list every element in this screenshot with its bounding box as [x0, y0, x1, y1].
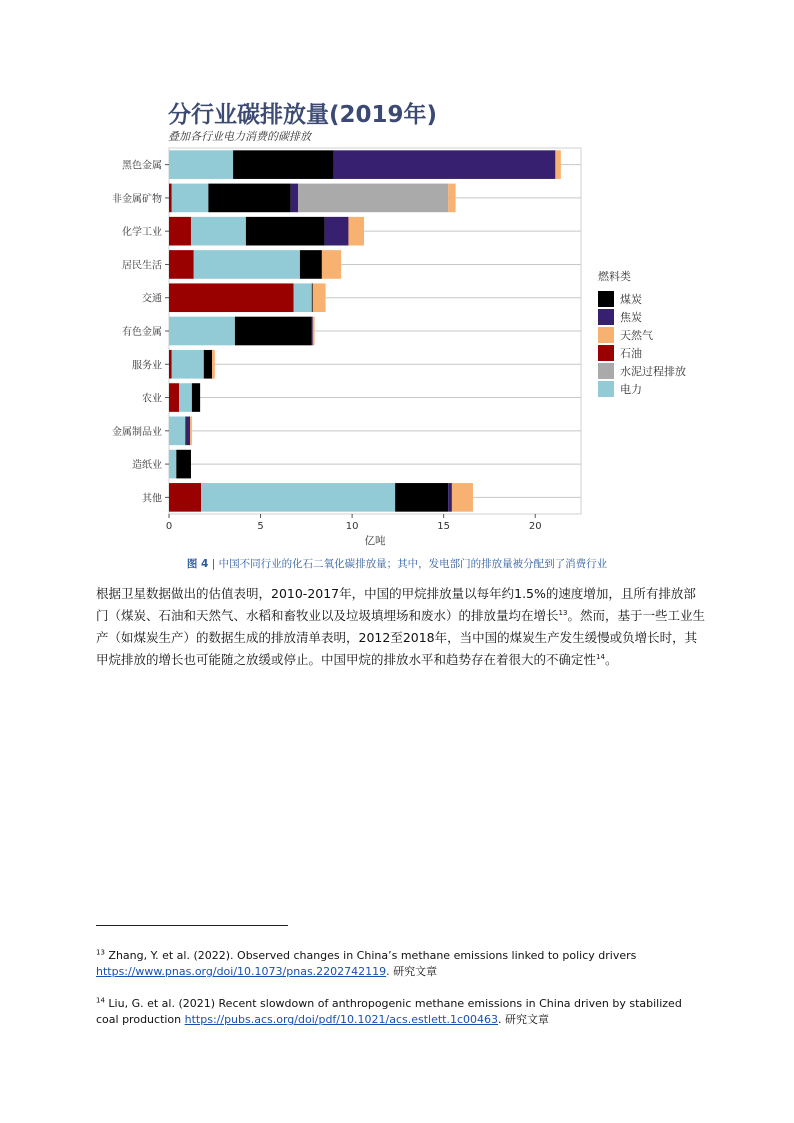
legend-item [598, 290, 686, 308]
footnote-number: 13 [96, 948, 105, 957]
bar-segment-天然气 [190, 417, 192, 446]
bar-segment-煤炭 [204, 350, 212, 379]
figure-caption-text: | 中国不同行业的化石二氧化碳排放量；其中，发电部门的排放量被分配到了消费行业 [208, 558, 608, 570]
footnote-ref-14[interactable]: 14 [596, 652, 605, 661]
y-tick-label: 有色金属 [122, 327, 162, 338]
bar-segment-电力 [179, 383, 192, 412]
bar-segment-天然气 [448, 184, 455, 213]
y-tick-label: 交通 [142, 293, 162, 305]
legend-label: 煤炭 [620, 293, 642, 306]
x-tick-label: 15 [437, 521, 451, 532]
bar-segment-石油 [169, 250, 194, 279]
chart-title: 分行业碳排放量(2019年) [168, 102, 438, 128]
legend-label: 石油 [620, 347, 642, 360]
legend-swatch [598, 327, 614, 343]
chart-legend [598, 268, 686, 398]
x-tick-label: 0 [165, 521, 173, 532]
bar-segment-煤炭 [192, 383, 200, 412]
footnote-13 [96, 948, 696, 980]
footnote-link[interactable]: https://pubs.acs.org/doi/pdf/10.1021/acs.estlett.1c00463 [184, 1013, 499, 1026]
bar-segment-天然气 [313, 317, 315, 346]
bar-segment-石油 [169, 184, 172, 213]
footnote-text: Liu, G. et al. (2021) Recent slowdown of anthropogenic methane emissions in China driven by stabilized coal production [96, 997, 682, 1026]
legend-swatch [598, 381, 614, 397]
footnote-suffix: . 研究文章 [498, 1013, 550, 1026]
x-tick-label: 10 [345, 521, 359, 532]
paragraph-text-1: 根据卫星数据做出的估值表明，2010-2017年，中国的甲烷排放量以每年约1.5%的速度增加，且所有排放部门（煤炭、石油和天然气、水稻和畜牧业以及垃圾填埋场和废水）的排放量均在增长 [96, 586, 696, 623]
bar-segment-天然气 [322, 250, 341, 279]
bar-segment-电力 [201, 483, 395, 512]
footnote-link[interactable]: https://www.pnas.org/doi/10.1073/pnas.2202742119 [96, 965, 387, 978]
y-tick-label: 居民生活 [122, 260, 162, 272]
bar-segment-天然气 [212, 350, 215, 379]
bar-segment-石油 [169, 350, 172, 379]
bar-segment-电力 [169, 450, 176, 479]
bar-segment-天然气 [313, 283, 326, 312]
bar-segment-煤炭 [208, 184, 290, 213]
bar-segment-煤炭 [176, 450, 191, 479]
bar-segment-煤炭 [312, 283, 313, 312]
legend-item [598, 362, 686, 380]
footnote-number: 14 [96, 996, 105, 1005]
bar-segment-焦炭 [448, 483, 452, 512]
figure-caption [0, 556, 794, 571]
bar-segment-煤炭 [246, 217, 325, 246]
bar-segment-电力 [191, 217, 246, 246]
y-tick-label: 金属制品业 [112, 426, 162, 438]
paragraph-text-3: 。 [604, 652, 618, 667]
bar-segment-水泥过程排放 [298, 184, 448, 213]
legend-swatch [598, 309, 614, 325]
bar-segment-电力 [169, 150, 233, 179]
legend-label: 焦炭 [620, 311, 642, 324]
bar-segment-天然气 [555, 150, 560, 179]
bar-segment-煤炭 [300, 250, 322, 279]
chart-subtitle: 叠加各行业电力消费的碳排放 [168, 130, 311, 143]
legend-label: 水泥过程排放 [620, 365, 686, 378]
footnote-text: Zhang, Y. et al. (2022). Observed changes in China’s methane emissions linked to policy drivers [104, 949, 637, 962]
legend-item [598, 344, 686, 362]
footnote-14 [96, 996, 696, 1028]
bar-segment-焦炭 [186, 417, 190, 446]
legend-item [598, 326, 686, 344]
bar-segment-石油 [169, 483, 201, 512]
y-tick-label: 服务业 [132, 360, 162, 372]
bar-segment-煤炭 [185, 417, 186, 446]
footnote-suffix: . 研究文章 [386, 965, 438, 978]
bar-segment-电力 [169, 317, 235, 346]
legend-swatch [598, 345, 614, 361]
legend-swatch [598, 363, 614, 379]
legend-label: 电力 [620, 383, 642, 396]
bar-segment-石油 [169, 383, 179, 412]
footnote-ref-13[interactable]: 13 [558, 608, 568, 617]
legend-item [598, 380, 686, 398]
paragraph-text-2: 。然而，基于一些工业生产（如煤炭生产）的数据生成的排放清单表明，2012至2018年，当中国的煤炭生产发生缓慢或负增长时，其甲烷排放的增长也可能随之放缓或停止。中国甲烷的排放水平和趋势存在着很大的不确定性 [96, 608, 705, 667]
bar-segment-电力 [294, 283, 312, 312]
x-axis-label: 亿吨 [364, 535, 386, 547]
y-tick-label: 造纸业 [132, 460, 162, 472]
legend-item [598, 308, 686, 326]
bar-segment-焦炭 [291, 184, 298, 213]
y-tick-label: 化学工业 [122, 227, 162, 239]
y-tick-label: 非金属矿物 [112, 193, 162, 205]
body-paragraph [96, 583, 706, 671]
y-tick-label: 黑色金属 [122, 160, 162, 172]
bar-segment-天然气 [348, 217, 364, 246]
bar-segment-煤炭 [233, 150, 334, 179]
bar-segment-焦炭 [334, 150, 556, 179]
bar-segment-煤炭 [395, 483, 448, 512]
bar-segment-煤炭 [235, 317, 312, 346]
legend-title: 燃料类 [598, 270, 631, 283]
footnote-divider [96, 925, 288, 926]
y-tick-label: 其他 [142, 493, 162, 505]
bar-segment-焦炭 [325, 217, 349, 246]
bar-segment-电力 [169, 417, 185, 446]
bar-segment-焦炭 [312, 317, 313, 346]
bar-segment-石油 [169, 283, 294, 312]
bar-segment-电力 [172, 350, 204, 379]
x-tick-label: 20 [528, 521, 542, 532]
bar-segment-电力 [194, 250, 300, 279]
figure-label: 图 4 [186, 558, 209, 570]
bar-segment-电力 [172, 184, 209, 213]
x-tick-label: 5 [257, 521, 264, 532]
y-tick-label: 农业 [142, 393, 162, 405]
legend-label: 天然气 [620, 329, 653, 342]
bar-segment-天然气 [452, 483, 473, 512]
bar-segment-石油 [169, 217, 191, 246]
legend-swatch [598, 291, 614, 307]
